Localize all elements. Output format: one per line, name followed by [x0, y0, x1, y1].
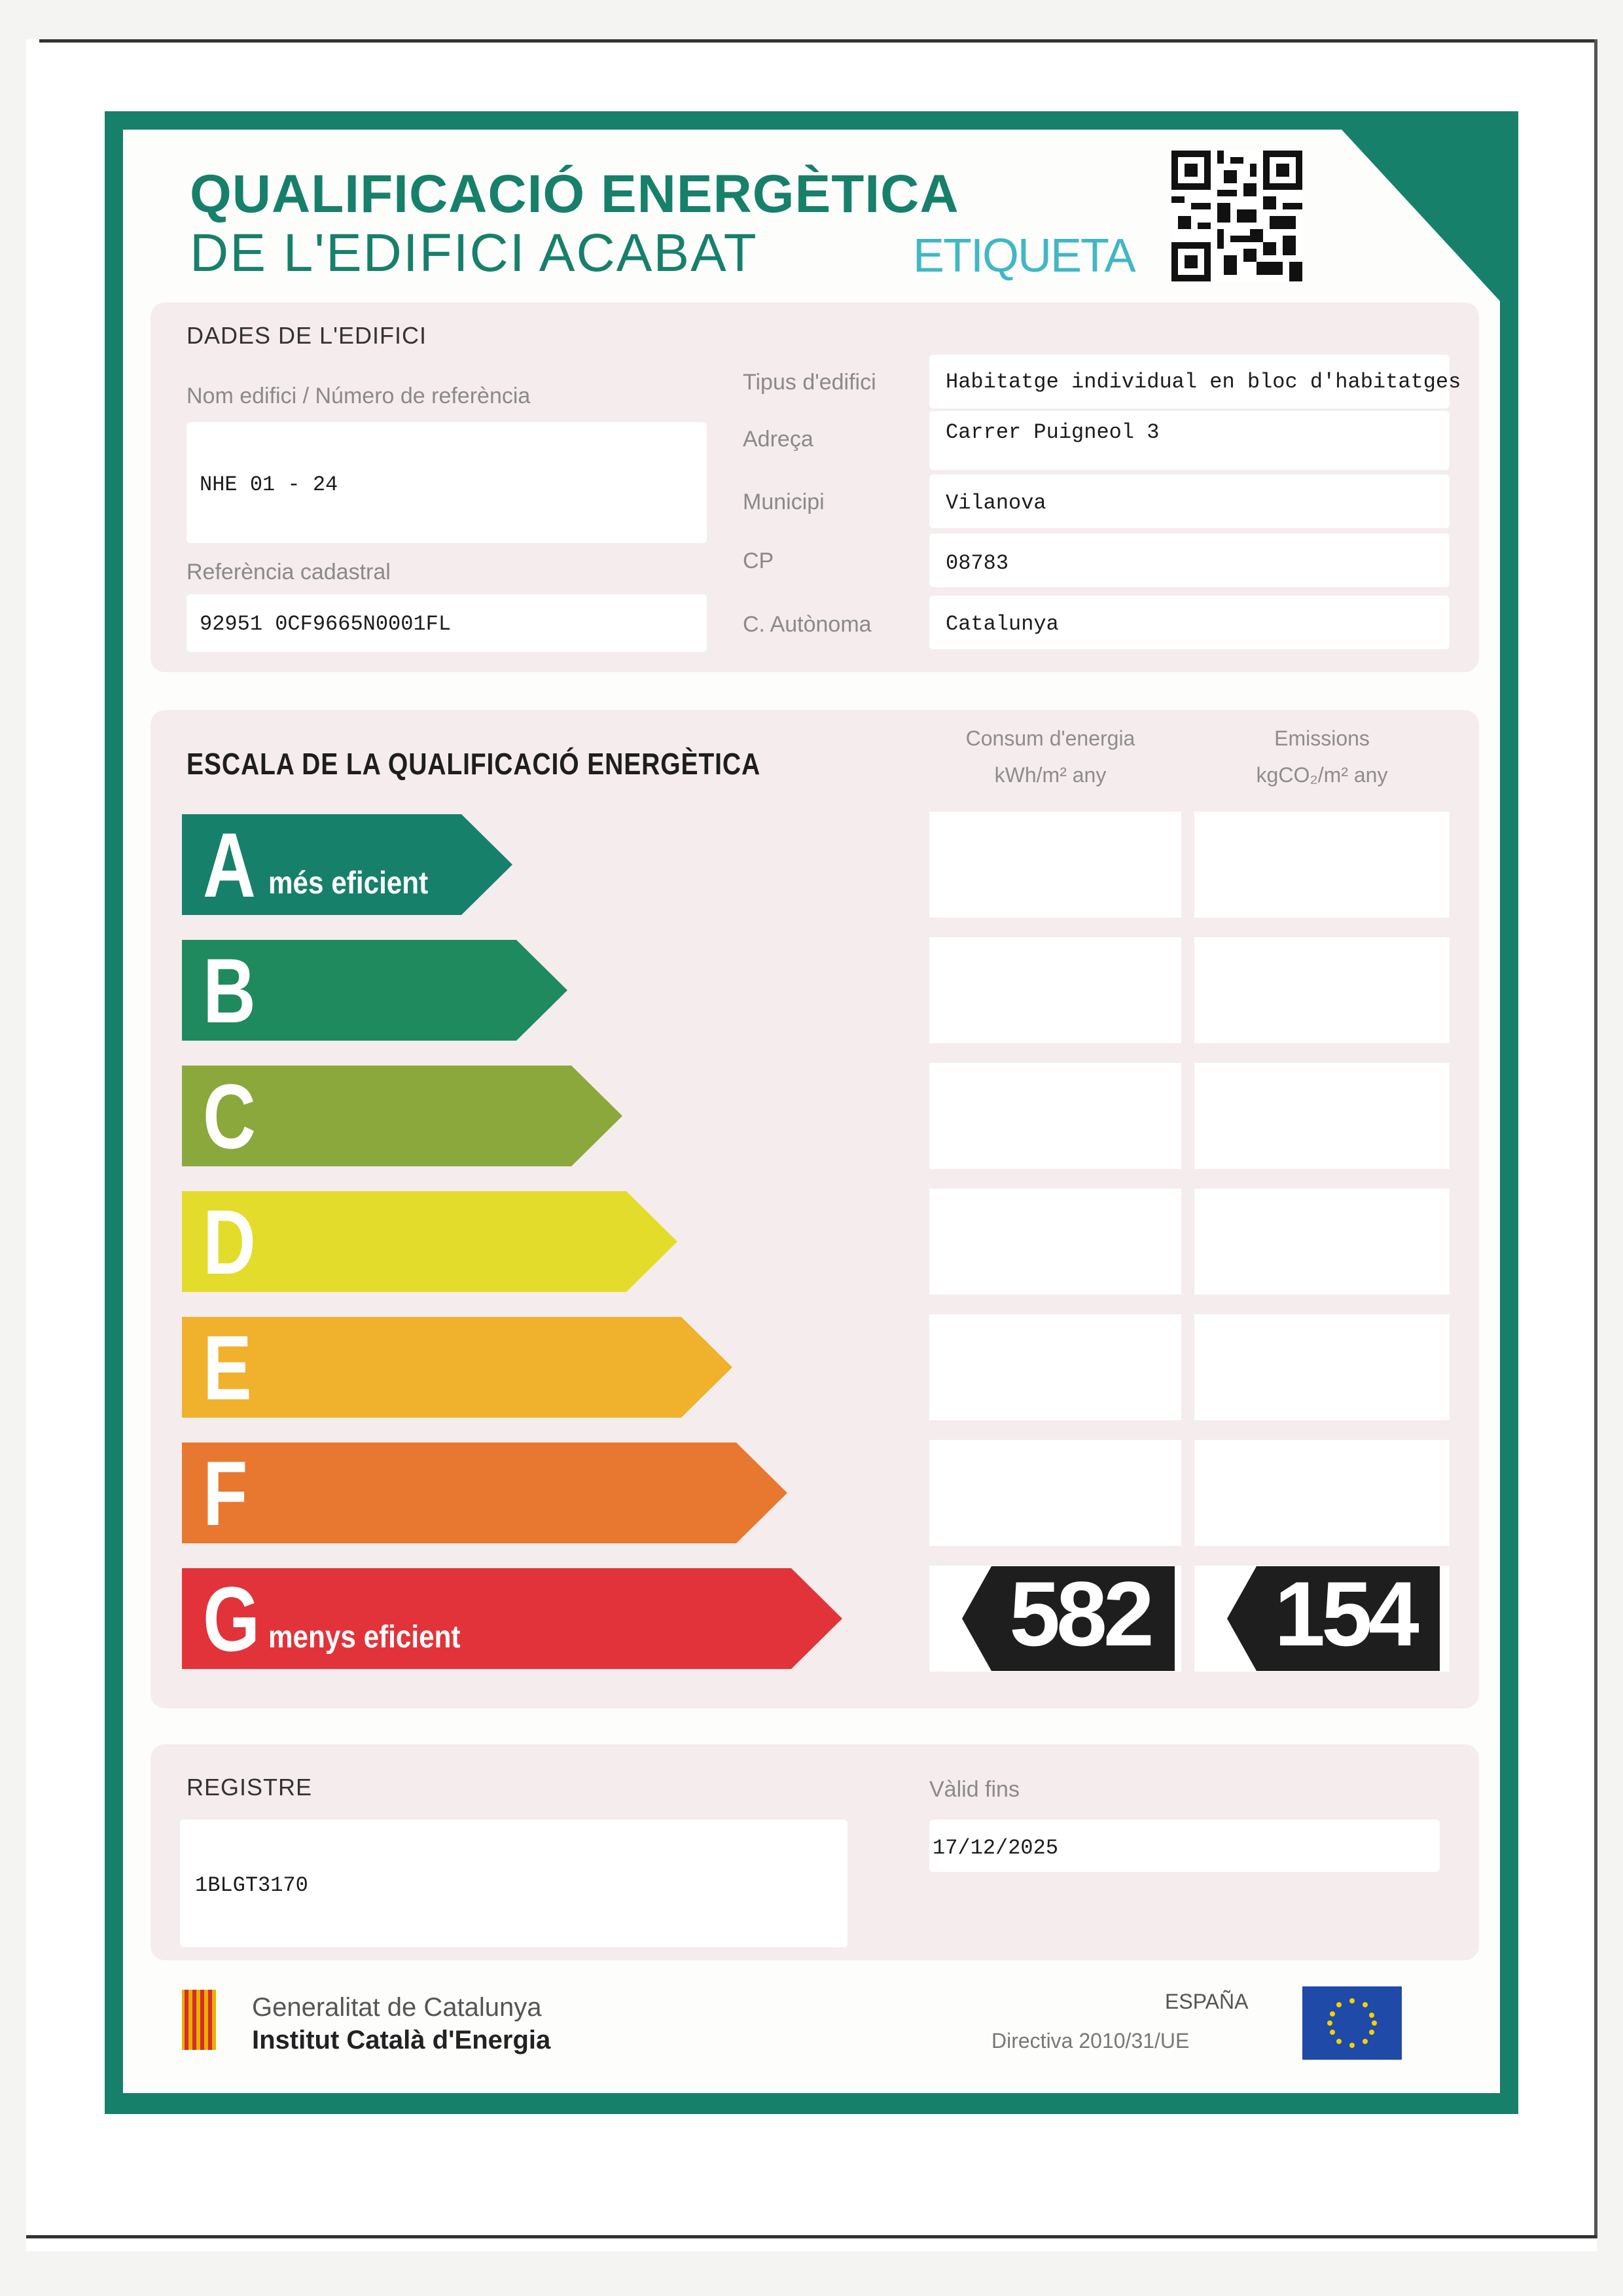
valid-label: Vàlid fins: [929, 1777, 1020, 1802]
municipality-label: Municipi: [743, 490, 825, 514]
class-arrow-g: [182, 1566, 842, 1672]
address-label: Adreça: [743, 427, 813, 452]
directive-label: Directiva 2010/31/UE: [991, 2029, 1190, 2053]
title-line-2: DE L'EDIFICI ACABAT: [190, 223, 758, 283]
sheet-border-top: [39, 39, 1597, 43]
title-line-1: QUALIFICACIÓ ENERGÈTICA: [190, 164, 959, 224]
consumption-value: 582: [1009, 1562, 1150, 1665]
cadastral-value: 92951 0CF9665N0001FL: [200, 612, 452, 636]
building-data-title: DADES DE L'EDIFICI: [187, 322, 427, 349]
emissions-header-line1: Emissions: [1274, 726, 1370, 750]
emissions-value: 154: [1274, 1562, 1416, 1665]
country-label: ESPAÑA: [1165, 1990, 1249, 2013]
emissions-cell-f: [1194, 1440, 1450, 1546]
cp-label: CP: [743, 548, 774, 573]
qr-code-icon: [1171, 151, 1302, 281]
class-letter-f: F: [203, 1442, 248, 1545]
emissions-cell-d: [1194, 1189, 1450, 1295]
ca-value: Catalunya: [946, 612, 1059, 636]
class-arrow-shape-f: [182, 1443, 787, 1543]
registre-value: 1BLGT3170: [195, 1873, 308, 1897]
class-caption-a: més eficient: [268, 866, 429, 901]
class-letter-c: C: [203, 1065, 256, 1168]
class-arrow-shape-e: [182, 1317, 732, 1418]
energy-scale-title: ESCALA DE LA QUALIFICACIÓ ENERGÈTICA: [187, 747, 761, 781]
emissions-header: [1191, 720, 1453, 793]
etiqueta-label: ETIQUETA: [913, 230, 1135, 282]
class-arrow-d: [182, 1189, 677, 1295]
class-arrow-e: [182, 1314, 732, 1420]
class-letter-d: D: [203, 1191, 256, 1293]
consumption-cell-f: [929, 1440, 1181, 1546]
name-value: NHE 01 - 24: [200, 473, 338, 497]
gov-line-1: Generalitat de Catalunya: [252, 1993, 542, 2022]
consumption-cell-c: [929, 1063, 1181, 1169]
registre-label: REGISTRE: [187, 1774, 313, 1801]
municipality-value: Vilanova: [946, 491, 1046, 515]
emissions-header-line2: kgCO₂/m² any: [1256, 763, 1388, 787]
ca-label: C. Autònoma: [743, 612, 872, 637]
class-arrow-f: [182, 1440, 787, 1546]
corner-decoration: [1342, 130, 1500, 301]
sheet-border-bottom: [26, 2235, 1597, 2238]
type-value: Habitatge individual en bloc d'habitatges: [946, 370, 1461, 394]
sheet-border-right: [1594, 39, 1597, 2238]
consumption-cell-d: [929, 1189, 1181, 1295]
cadastral-label: Referència cadastral: [187, 560, 391, 584]
emissions-cell-c: [1194, 1063, 1450, 1169]
class-caption-g: menys eficient: [268, 1620, 461, 1655]
emissions-cell-e: [1194, 1314, 1450, 1420]
name-label: Nom edifici / Número de referència: [187, 384, 531, 408]
gov-line-2: Institut Català d'Energia: [252, 2026, 551, 2054]
emissions-cell-a: [1194, 812, 1450, 918]
class-arrow-shape-d: [182, 1191, 677, 1292]
gencat-logo-icon: [182, 1990, 216, 2050]
consumption-cell-b: [929, 937, 1181, 1043]
valid-value: 17/12/2025: [933, 1836, 1059, 1860]
consumption-header: [929, 720, 1171, 793]
eu-flag-icon: [1302, 1986, 1402, 2060]
class-letter-e: E: [203, 1316, 252, 1419]
class-letter-g: G: [203, 1568, 260, 1670]
consumption-header-line1: Consum d'energia: [965, 726, 1135, 750]
consumption-cell-a: [929, 812, 1181, 918]
consumption-header-line2: kWh/m² any: [994, 763, 1107, 787]
address-value: Carrer Puigneol 3: [946, 420, 1160, 444]
class-letter-b: B: [203, 939, 256, 1042]
cp-value: 08783: [946, 551, 1009, 575]
class-letter-a: A: [203, 814, 256, 916]
consumption-cell-e: [929, 1314, 1181, 1420]
emissions-cell-b: [1194, 937, 1450, 1043]
type-label: Tipus d'edifici: [743, 370, 876, 395]
